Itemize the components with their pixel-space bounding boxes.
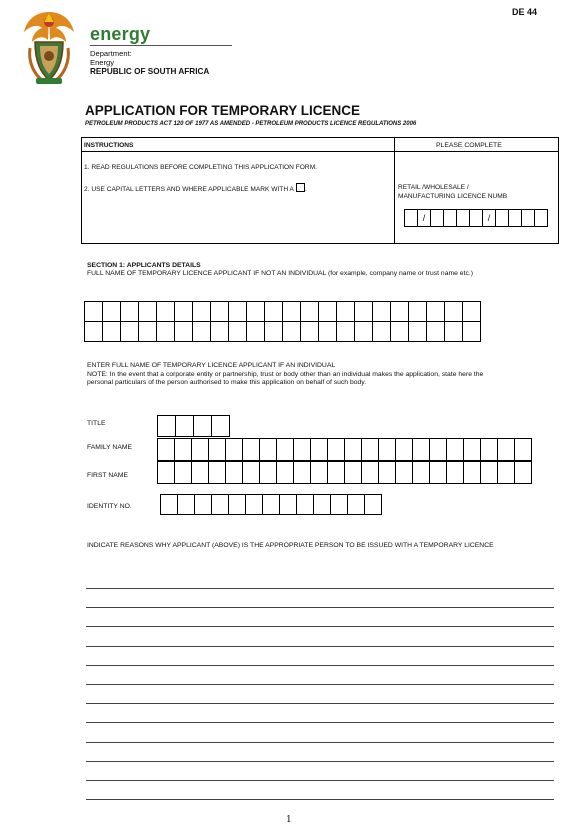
character-box[interactable] bbox=[102, 321, 121, 342]
character-box[interactable] bbox=[246, 301, 265, 322]
character-box[interactable] bbox=[157, 415, 176, 437]
character-box[interactable] bbox=[225, 461, 243, 484]
character-box[interactable] bbox=[242, 461, 260, 484]
character-box[interactable] bbox=[310, 461, 328, 484]
character-box[interactable] bbox=[372, 321, 391, 342]
character-box[interactable] bbox=[313, 494, 331, 515]
answer-line[interactable] bbox=[86, 703, 554, 704]
licence-number-label bbox=[398, 183, 507, 201]
instruction-1: 1. READ REGULATIONS BEFORE COMPLETING THIS APPLICATION FORM. bbox=[84, 164, 318, 171]
identity-number-field[interactable] bbox=[161, 494, 382, 515]
character-box[interactable] bbox=[429, 461, 447, 484]
character-box[interactable] bbox=[157, 461, 175, 484]
form-title: APPLICATION FOR TEMPORARY LICENCE bbox=[85, 103, 361, 118]
answer-line[interactable] bbox=[86, 684, 554, 685]
character-box[interactable] bbox=[480, 461, 498, 484]
character-box[interactable] bbox=[293, 461, 311, 484]
character-box[interactable] bbox=[300, 321, 319, 342]
character-box[interactable] bbox=[192, 321, 211, 342]
character-box[interactable] bbox=[225, 438, 243, 461]
character-box[interactable] bbox=[364, 494, 382, 515]
character-box[interactable] bbox=[514, 438, 532, 461]
character-box[interactable] bbox=[412, 461, 430, 484]
character-box[interactable] bbox=[336, 301, 355, 322]
character-box[interactable] bbox=[361, 438, 379, 461]
character-box[interactable] bbox=[174, 461, 192, 484]
answer-line[interactable] bbox=[86, 646, 554, 647]
answer-line[interactable] bbox=[86, 607, 554, 608]
character-box[interactable] bbox=[344, 438, 362, 461]
character-box[interactable] bbox=[378, 438, 396, 461]
character-box[interactable] bbox=[120, 301, 139, 322]
character-box[interactable] bbox=[408, 301, 427, 322]
character-box[interactable] bbox=[408, 321, 427, 342]
character-box[interactable] bbox=[191, 461, 209, 484]
licence-cell[interactable] bbox=[430, 209, 444, 227]
licence-cell[interactable] bbox=[469, 209, 483, 227]
character-box[interactable] bbox=[444, 301, 463, 322]
character-box[interactable] bbox=[228, 301, 247, 322]
answer-line[interactable] bbox=[86, 761, 554, 762]
character-box[interactable] bbox=[84, 321, 103, 342]
instruction-2: 2. USE CAPITAL LETTERS AND WHERE APPLICABLE MARK WITH A . bbox=[84, 183, 307, 193]
character-box[interactable] bbox=[296, 494, 314, 515]
character-box[interactable] bbox=[276, 461, 294, 484]
character-box[interactable] bbox=[259, 461, 277, 484]
character-box[interactable] bbox=[395, 438, 413, 461]
character-box[interactable] bbox=[174, 321, 193, 342]
answer-line[interactable] bbox=[86, 626, 554, 627]
character-box[interactable] bbox=[344, 461, 362, 484]
company-name-grid[interactable] bbox=[84, 301, 480, 341]
character-box[interactable] bbox=[412, 438, 430, 461]
character-box[interactable] bbox=[354, 301, 373, 322]
licence-cell[interactable]: / bbox=[482, 209, 496, 227]
licence-label-line: MANUFACTURING LICENCE NUMB bbox=[398, 193, 508, 200]
character-box[interactable] bbox=[175, 415, 194, 437]
character-box[interactable] bbox=[211, 494, 229, 515]
brand-divider bbox=[90, 45, 232, 46]
instructions-divider bbox=[394, 137, 395, 244]
title-field[interactable] bbox=[158, 415, 230, 437]
licence-cell[interactable] bbox=[521, 209, 535, 227]
individual-heading: ENTER FULL NAME OF TEMPORARY LICENCE APPLICANT IF AN INDIVIDUAL bbox=[87, 362, 336, 369]
character-box[interactable] bbox=[514, 461, 532, 484]
character-box[interactable] bbox=[480, 438, 498, 461]
licence-number-field[interactable] bbox=[405, 209, 548, 227]
character-box[interactable] bbox=[310, 438, 328, 461]
character-box[interactable] bbox=[193, 415, 212, 437]
character-box[interactable] bbox=[378, 461, 396, 484]
character-box[interactable] bbox=[156, 301, 175, 322]
character-box[interactable] bbox=[463, 438, 481, 461]
answer-line[interactable] bbox=[86, 665, 554, 666]
character-box[interactable] bbox=[242, 438, 260, 461]
character-box[interactable] bbox=[120, 321, 139, 342]
character-box[interactable] bbox=[84, 301, 103, 322]
character-box[interactable] bbox=[228, 494, 246, 515]
answer-line[interactable] bbox=[86, 588, 554, 589]
please-complete-label: PLEASE COMPLETE bbox=[436, 142, 502, 149]
character-box[interactable] bbox=[293, 438, 311, 461]
character-box[interactable] bbox=[444, 321, 463, 342]
licence-cell[interactable] bbox=[534, 209, 548, 227]
individual-note: NOTE: In the event that a corporate entity or partnership, trust or body other than an individual makes the application, state here the personal particulars of the person authorised to make this application on behalf of such body. bbox=[87, 370, 484, 387]
character-box[interactable] bbox=[395, 461, 413, 484]
licence-cell[interactable] bbox=[443, 209, 457, 227]
form-subtitle: PETROLEUM PRODUCTS ACT 120 OF 1977 AS AMENDED - PETROLEUM PRODUCTS LICENCE REGULATIONS 2006 bbox=[85, 121, 417, 127]
character-box[interactable] bbox=[390, 301, 409, 322]
character-box[interactable] bbox=[160, 494, 178, 515]
answer-line[interactable] bbox=[86, 742, 554, 743]
answer-line[interactable] bbox=[86, 799, 554, 800]
character-box[interactable] bbox=[497, 438, 515, 461]
character-box[interactable] bbox=[279, 494, 297, 515]
licence-cell[interactable] bbox=[495, 209, 509, 227]
character-box[interactable] bbox=[191, 438, 209, 461]
character-box[interactable] bbox=[372, 301, 391, 322]
character-box[interactable] bbox=[259, 438, 277, 461]
brand-name: energy bbox=[90, 24, 151, 44]
character-box[interactable] bbox=[497, 461, 515, 484]
character-box[interactable] bbox=[211, 415, 230, 437]
non-individual-instructions: FULL NAME OF TEMPORARY LICENCE APPLICANT IF NOT AN INDIVIDUAL (for example, company name or trust name etc.) bbox=[87, 270, 474, 277]
character-box[interactable] bbox=[462, 301, 481, 322]
character-box[interactable] bbox=[210, 301, 229, 322]
licence-cell[interactable] bbox=[404, 209, 418, 227]
department-line: Department: bbox=[90, 49, 132, 58]
character-box[interactable] bbox=[262, 494, 280, 515]
character-box[interactable] bbox=[426, 321, 445, 342]
department-line: Energy bbox=[90, 58, 115, 67]
character-box[interactable] bbox=[426, 301, 445, 322]
instructions-heading: INSTRUCTIONS bbox=[84, 142, 134, 149]
reasons-instructions: INDICATE REASONS WHY APPLICANT (ABOVE) IS THE APPROPRIATE PERSON TO BE ISSUED WITH A TEMPORARY LICENCE bbox=[87, 542, 494, 549]
department-block bbox=[90, 49, 209, 76]
first-name-label: FIRST NAME bbox=[87, 472, 129, 479]
licence-cell[interactable] bbox=[508, 209, 522, 227]
family-name-field[interactable] bbox=[158, 438, 532, 461]
individual-instructions bbox=[87, 362, 507, 388]
section-1-heading: SECTION 1: APPLICANTS DETAILS bbox=[87, 262, 201, 269]
character-box[interactable] bbox=[347, 494, 365, 515]
coat-of-arms-icon bbox=[20, 8, 78, 86]
character-box[interactable] bbox=[462, 321, 481, 342]
character-box[interactable] bbox=[300, 301, 319, 322]
title-label: TITLE bbox=[87, 420, 106, 427]
character-box[interactable] bbox=[174, 301, 193, 322]
character-box[interactable] bbox=[282, 301, 301, 322]
character-box[interactable] bbox=[264, 301, 283, 322]
licence-cell[interactable] bbox=[456, 209, 470, 227]
character-box[interactable] bbox=[174, 438, 192, 461]
character-box[interactable] bbox=[192, 301, 211, 322]
character-box[interactable] bbox=[245, 494, 263, 515]
character-box[interactable] bbox=[246, 321, 265, 342]
instructions-header-rule bbox=[81, 151, 559, 152]
character-box[interactable] bbox=[194, 494, 212, 515]
character-box[interactable] bbox=[276, 438, 294, 461]
character-box[interactable] bbox=[463, 461, 481, 484]
character-box[interactable] bbox=[177, 494, 195, 515]
character-box[interactable] bbox=[336, 321, 355, 342]
character-box[interactable] bbox=[330, 494, 348, 515]
character-box[interactable] bbox=[390, 321, 409, 342]
character-box[interactable] bbox=[282, 321, 301, 342]
character-box[interactable] bbox=[361, 461, 379, 484]
first-name-field[interactable] bbox=[158, 461, 532, 484]
page-number: 1 bbox=[286, 815, 292, 825]
character-box[interactable] bbox=[102, 301, 121, 322]
character-box[interactable] bbox=[446, 461, 464, 484]
licence-cell[interactable]: / bbox=[417, 209, 431, 227]
character-box[interactable] bbox=[208, 461, 226, 484]
character-box[interactable] bbox=[210, 321, 229, 342]
character-box[interactable] bbox=[429, 438, 447, 461]
identity-label: IDENTITY NO. bbox=[87, 503, 132, 510]
character-box[interactable] bbox=[157, 438, 175, 461]
character-box[interactable] bbox=[327, 438, 345, 461]
character-box[interactable] bbox=[318, 321, 337, 342]
country-name: REPUBLIC OF SOUTH AFRICA bbox=[90, 67, 210, 76]
answer-line[interactable] bbox=[86, 722, 554, 723]
instruction-2-text: 2. USE CAPITAL LETTERS AND WHERE APPLICABLE MARK WITH A bbox=[84, 186, 294, 193]
character-box[interactable] bbox=[354, 321, 373, 342]
character-box[interactable] bbox=[138, 301, 157, 322]
character-box[interactable] bbox=[138, 321, 157, 342]
character-box[interactable] bbox=[318, 301, 337, 322]
answer-line[interactable] bbox=[86, 780, 554, 781]
form-code: DE 44 bbox=[512, 7, 538, 17]
character-box[interactable] bbox=[156, 321, 175, 342]
character-box[interactable] bbox=[327, 461, 345, 484]
licence-label-line: RETAIL /WHOLESALE / bbox=[398, 184, 469, 191]
character-box[interactable] bbox=[446, 438, 464, 461]
family-name-label: FAMILY NAME bbox=[87, 444, 133, 451]
character-box[interactable] bbox=[208, 438, 226, 461]
character-box[interactable] bbox=[264, 321, 283, 342]
checkbox-icon bbox=[296, 183, 305, 192]
character-box[interactable] bbox=[228, 321, 247, 342]
